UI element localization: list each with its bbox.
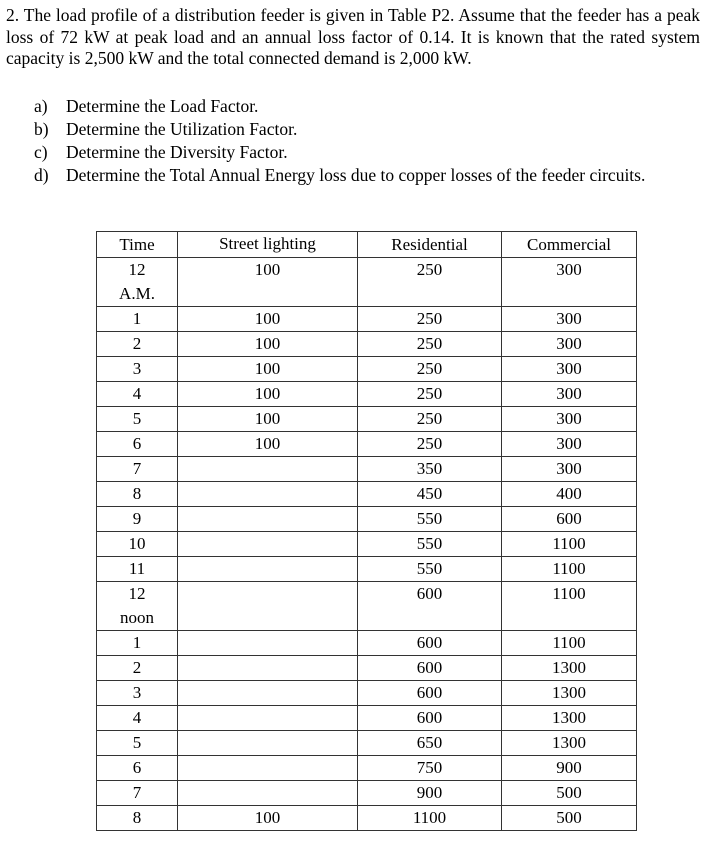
time-cell: 9: [97, 507, 178, 532]
time-cell: 10: [97, 532, 178, 557]
table-row: [97, 507, 637, 532]
commercial-cell: 300: [502, 258, 637, 307]
commercial-cell: 1300: [502, 681, 637, 706]
street-lighting-cell: [178, 756, 358, 781]
residential-cell: 600: [358, 681, 502, 706]
residential-cell: 250: [358, 258, 502, 307]
question-item: [34, 141, 698, 164]
table-row: [97, 432, 637, 457]
table-row: [97, 756, 637, 781]
time-cell: 2: [97, 656, 178, 681]
commercial-cell: 1300: [502, 656, 637, 681]
street-lighting-cell: 100: [178, 407, 358, 432]
residential-cell: 600: [358, 706, 502, 731]
commercial-cell: 300: [502, 457, 637, 482]
street-lighting-cell: 100: [178, 332, 358, 357]
street-lighting-cell: [178, 532, 358, 557]
residential-cell: 900: [358, 781, 502, 806]
time-cell: 5: [97, 407, 178, 432]
time-cell: 6: [97, 432, 178, 457]
time-cell: 2: [97, 332, 178, 357]
question-text: Determine the Diversity Factor.: [66, 142, 288, 162]
question-label: c): [34, 142, 48, 162]
header-street-lighting: Street lighting: [178, 232, 358, 258]
problem-statement: 2. The load profile of a distribution feeder is given in Table P2. Assume that the feeder has a peak loss of 72 kW at peak load and an annual loss factor of 0.14. It is known that the rated system capacity is 2,500 kW and the total connected demand is 2,000 kW.: [6, 5, 700, 69]
time-cell: 3: [97, 357, 178, 382]
residential-cell: 250: [358, 332, 502, 357]
commercial-cell: 300: [502, 407, 637, 432]
street-lighting-cell: [178, 582, 358, 631]
time-cell: 11: [97, 557, 178, 582]
residential-cell: 650: [358, 731, 502, 756]
question-label: b): [34, 119, 49, 139]
residential-cell: 550: [358, 557, 502, 582]
street-lighting-cell: [178, 457, 358, 482]
street-lighting-cell: [178, 731, 358, 756]
street-lighting-cell: [178, 656, 358, 681]
commercial-cell: 600: [502, 507, 637, 532]
table-row: [97, 357, 637, 382]
residential-cell: 550: [358, 507, 502, 532]
residential-cell: 600: [358, 582, 502, 631]
question-text: Determine the Utilization Factor.: [66, 119, 298, 139]
street-lighting-cell: 100: [178, 382, 358, 407]
commercial-cell: 900: [502, 756, 637, 781]
commercial-cell: 1100: [502, 631, 637, 656]
residential-cell: 1100: [358, 806, 502, 831]
time-cell: 12 noon: [97, 582, 178, 631]
table-row: [97, 382, 637, 407]
table-row: [97, 781, 637, 806]
table-row: [97, 681, 637, 706]
table-row: [97, 407, 637, 432]
commercial-cell: 1300: [502, 731, 637, 756]
commercial-cell: 300: [502, 432, 637, 457]
table-row: [97, 307, 637, 332]
street-lighting-cell: [178, 507, 358, 532]
street-lighting-cell: [178, 557, 358, 582]
residential-cell: 450: [358, 482, 502, 507]
table-row: [97, 706, 637, 731]
residential-cell: 600: [358, 631, 502, 656]
time-cell: 4: [97, 706, 178, 731]
residential-cell: 350: [358, 457, 502, 482]
table-row: [97, 258, 637, 307]
question-label: a): [34, 96, 48, 116]
commercial-cell: 300: [502, 332, 637, 357]
load-profile-table: [96, 231, 637, 831]
time-cell: 4: [97, 382, 178, 407]
time-cell: 6: [97, 756, 178, 781]
commercial-cell: 1100: [502, 582, 637, 631]
commercial-cell: 1100: [502, 557, 637, 582]
residential-cell: 250: [358, 407, 502, 432]
time-cell: 5: [97, 731, 178, 756]
header-commercial: Commercial: [502, 232, 637, 258]
commercial-cell: 300: [502, 357, 637, 382]
commercial-cell: 400: [502, 482, 637, 507]
table-row: [97, 731, 637, 756]
table-header-row: [97, 232, 637, 258]
commercial-cell: 1300: [502, 706, 637, 731]
time-cell: 7: [97, 781, 178, 806]
street-lighting-cell: 100: [178, 307, 358, 332]
street-lighting-cell: [178, 706, 358, 731]
time-cell: 12 A.M.: [97, 258, 178, 307]
table-row: [97, 557, 637, 582]
question-item: [34, 95, 698, 118]
street-lighting-cell: [178, 482, 358, 507]
time-cell: 1: [97, 631, 178, 656]
question-text: Determine the Load Factor.: [66, 96, 259, 116]
table-row: [97, 332, 637, 357]
question-list: [34, 95, 698, 187]
residential-cell: 750: [358, 756, 502, 781]
street-lighting-cell: [178, 781, 358, 806]
residential-cell: 250: [358, 307, 502, 332]
residential-cell: 250: [358, 382, 502, 407]
table-row: [97, 656, 637, 681]
header-time: Time: [97, 232, 178, 258]
question-item: [34, 118, 698, 141]
commercial-cell: 300: [502, 382, 637, 407]
residential-cell: 250: [358, 357, 502, 382]
time-cell: 3: [97, 681, 178, 706]
time-cell: 8: [97, 482, 178, 507]
residential-cell: 550: [358, 532, 502, 557]
time-cell: 7: [97, 457, 178, 482]
table-row: [97, 806, 637, 831]
street-lighting-cell: 100: [178, 258, 358, 307]
time-cell: 1: [97, 307, 178, 332]
time-cell: 8: [97, 806, 178, 831]
table-row: [97, 631, 637, 656]
commercial-cell: 1100: [502, 532, 637, 557]
street-lighting-cell: [178, 681, 358, 706]
residential-cell: 250: [358, 432, 502, 457]
commercial-cell: 500: [502, 781, 637, 806]
header-residential: Residential: [358, 232, 502, 258]
table-row: [97, 582, 637, 631]
question-label: d): [34, 165, 49, 185]
table-row: [97, 482, 637, 507]
street-lighting-cell: 100: [178, 357, 358, 382]
table-row: [97, 532, 637, 557]
question-item: [34, 164, 698, 187]
residential-cell: 600: [358, 656, 502, 681]
question-text: Determine the Total Annual Energy loss due to copper losses of the feeder circuits.: [66, 165, 646, 185]
street-lighting-cell: 100: [178, 806, 358, 831]
commercial-cell: 500: [502, 806, 637, 831]
street-lighting-cell: [178, 631, 358, 656]
table-row: [97, 457, 637, 482]
commercial-cell: 300: [502, 307, 637, 332]
street-lighting-cell: 100: [178, 432, 358, 457]
